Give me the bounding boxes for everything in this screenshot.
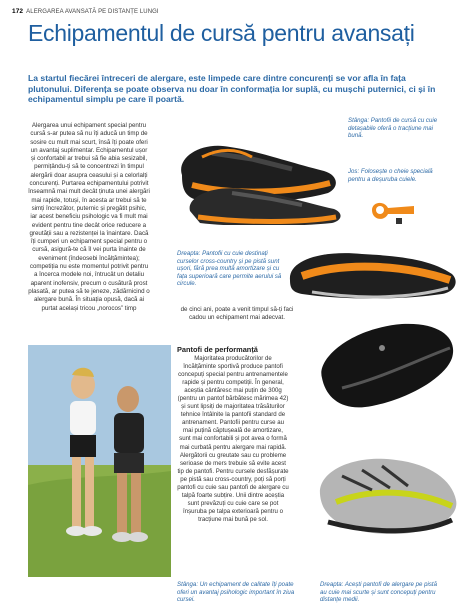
running-head (12, 8, 159, 15)
caption-stanga-top: Stânga: Pantofii de cursă cu cuie detașabile oferă o tracțiune mai bună. (348, 117, 438, 140)
page-number: 172 (12, 8, 24, 15)
cross-country-shoe-image (282, 230, 462, 310)
spike-shoes-pair-image (172, 113, 342, 225)
body-column-1: Alergarea unui echipament special pentru cursă s-ar putea să nu îți aducă un timp de sosire cu mult mai scurt, însă îți poate oferi un avantaj suplimentar. Echipamentul ușor și confortabil ar trebui să fie abia sesizabil, permițându-ți să te concentrezi în timpul alergării doar asupra ceasului și a celorlalți concurenți. Purtarea echipamentului potrivit înseamnă mai mult decât ținuta unei alergări mai rapide, totuși, în acesta ar trebui să te simți încrezător, puternic și pregătit psihic, iar acest beneficiu psihologic va fi mult mai evident pentru tine decât orice reducere a greutății sau a rezistenței la înaintare. Dacă îți cumperi un echipament special pentru o cursă, asigură-te că îl vei purta înainte de eveniment (îndeosebi încălțămintea); competiția nu este momentul potrivit pentru a încerca modele noi, întrucât un detaliu aparent inofensiv, precum o cusătură prost plasată, ar putea să te jeneze, zădărnicind o alergare bună. În situația opusă, dacă ai purtat același tricou „norocos” timp (28, 122, 150, 312)
intro-paragraph: La startul fiecărei întreceri de alergare, este limpede care dintre concurenți se vor afla în fața plutonului. Diferența se poate observa nu doar în conformația lor suplă, cu mușchi puternici, ci și în echipamentul simplu pe care îl poartă. (28, 73, 436, 105)
runners-photo (28, 345, 171, 577)
spike-key-image (366, 196, 422, 228)
body-column-3: Majoritatea producătorilor de încălțăminte sportivă produce pantofi concepuți special pentru antrenamentele rapide și pentru competiții. În general, aceștia cântăresc mai puțin de 300g (pentru un pantof bărbătesc mărimea 42) și sunt lipsiți de majoritatea trăsăturilor tehnice întâlnite la pantofii standard de antrenament. Pantofii pentru curse au mai puțină căptușeală de amortizare, sunt mai confortabili și pot avea o formă mai curbată pentru alergare mai rapidă. Alergătorii cu greutate sau cu probleme serioase de mers trebuie să evite acest tip de pantofi. Pentru cursele desfășurate pe pistă sau cross-country, poți să porți pantofi cu cuie sau pantofi de alergare cu talpă foarte subțire. Unii dintre aceștia sunt prevăzuți cu cuie care se pot înșuruba pe talpa exterioară pentru o tracțiune mai bună pe sol. (177, 355, 289, 523)
running-head-section: ALERGAREA AVANSATĂ PE DISTANȚE LUNGI (26, 9, 159, 15)
caption-dreapta-bottom: Dreapta: Acești pantofi de alergare pe pistă au cuie mai scurte și sunt concepuți pentru distanțe medii. (320, 581, 437, 604)
subheading-pantofi: Pantofi de performanță (177, 345, 258, 354)
caption-stanga-bottom: Stânga: Un echipament de calitate îți poate oferi un avantaj psihologic important în ziua cursei. (177, 581, 295, 604)
mid-distance-spike-image (312, 430, 462, 550)
page-title: Echipamentul de cursă pentru avansați (28, 20, 415, 46)
caption-jos: Jos: Folosește o cheie specială pentru a deșuruba cuiele. (348, 168, 433, 183)
caption-dreapta: Dreapta: Pantofii cu cuie destinați curselor cross-country și pe pistă sunt ușori, fără prea multă amortizare și cu fața superioară care permite aerului să circule. (177, 250, 282, 288)
body-column-2-tail: de cinci ani, poate a venit timpul să-ți faci cadou un echipament mai adecvat. (180, 306, 294, 321)
track-spike-shoe-image (312, 318, 462, 418)
